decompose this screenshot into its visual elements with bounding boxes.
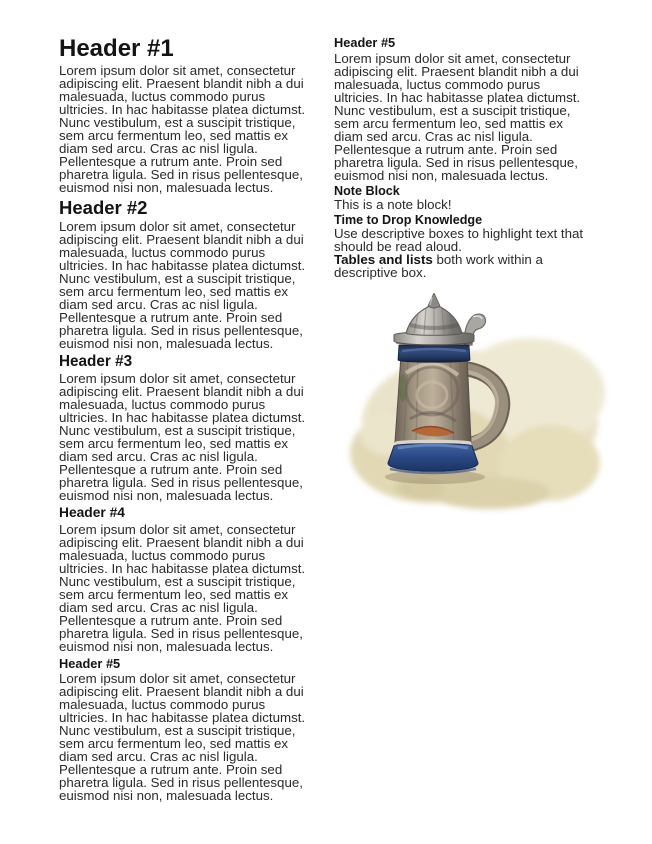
heading-2: Header #2 bbox=[59, 197, 148, 218]
paragraph: Lorem ipsum dolor sit amet, consectetur adipiscing elit. Praesent blandit nibh a dui malesuada, luctus commodo purus ultricies. In hac habitasse platea dictumst. Nunc vestibulum, est a suscipit tristique, sem arcu fermentum leo, sed mattis ex diam sed arcu. Cras ac nisl ligula. Pellentesque a rutrum ante. Proin sed pharetra ligula. Sed in risus pellentesque, euismod nisi non, malesuada lectus. bbox=[59, 371, 306, 503]
paragraph: Lorem ipsum dolor sit amet, consectetur adipiscing elit. Praesent blandit nibh a dui malesuada, luctus commodo purus ultricies. In hac habitasse platea dictumst. Nunc vestibulum, est a suscipit tristique, sem arcu fermentum leo, sed mattis ex diam sed arcu. Cras ac nisl ligula. Pellentesque a rutrum ante. Proin sed pharetra ligula. Sed in risus pellentesque, euismod nisi non, malesuada lectus. bbox=[59, 671, 306, 803]
stein-blue-band bbox=[398, 345, 470, 362]
paragraph: Lorem ipsum dolor sit amet, consectetur adipiscing elit. Praesent blandit nibh a dui malesuada, luctus commodo purus ultricies. In hac habitasse platea dictumst. Nunc vestibulum, est a suscipit tristique, sem arcu fermentum leo, sed mattis ex diam sed arcu. Cras ac nisl ligula. Pellentesque a rutrum ante. Proin sed pharetra ligula. Sed in risus pellentesque, euismod nisi non, malesuada lectus. bbox=[59, 63, 306, 195]
heading-3: Header #3 bbox=[59, 353, 133, 370]
section-right-5 bbox=[334, 36, 585, 182]
stein-figure bbox=[340, 293, 640, 525]
beer-stein-illustration bbox=[340, 293, 640, 525]
stein-body bbox=[395, 353, 471, 448]
section-5 bbox=[59, 657, 310, 803]
heading-4: Header #4 bbox=[59, 505, 125, 520]
paragraph: Lorem ipsum dolor sit amet, consectetur adipiscing elit. Praesent blandit nibh a dui malesuada, luctus commodo purus ultricies. In hac habitasse platea dictumst. Nunc vestibulum, est a suscipit tristique, sem arcu fermentum leo, sed mattis ex diam sed arcu. Cras ac nisl ligula. Pellentesque a rutrum ante. Proin sed pharetra ligula. Sed in risus pellentesque, euismod nisi non, malesuada lectus. bbox=[59, 219, 306, 351]
section-1 bbox=[59, 36, 310, 194]
right-column bbox=[334, 36, 585, 279]
section-3 bbox=[59, 354, 310, 502]
knowledge-block-text: Use descriptive boxes to highlight text that should be read aloud. bbox=[334, 225, 584, 254]
knowledge-block-title: Time to Drop Knowledge bbox=[334, 212, 483, 227]
heading-5-right: Header #5 bbox=[334, 35, 396, 50]
paragraph: Lorem ipsum dolor sit amet, consectetur adipiscing elit. Praesent blandit nibh a dui malesuada, luctus commodo purus ultricies. In hac habitasse platea dictumst. Nunc vestibulum, est a suscipit tristique, sem arcu fermentum leo, sed mattis ex diam sed arcu. Cras ac nisl ligula. Pellentesque a rutrum ante. Proin sed pharetra ligula. Sed in risus pellentesque, euismod nisi non, malesuada lectus. bbox=[334, 50, 581, 183]
tables-sentence-rest: both work within a descriptive box. bbox=[334, 251, 543, 280]
heading-1: Header #1 bbox=[59, 35, 174, 62]
stein-finial bbox=[428, 293, 440, 308]
note-block-title: Note Block bbox=[334, 183, 400, 198]
paragraph: Lorem ipsum dolor sit amet, consectetur adipiscing elit. Praesent blandit nibh a dui malesuada, luctus commodo purus ultricies. In hac habitasse platea dictumst. Nunc vestibulum, est a suscipit tristique, sem arcu fermentum leo, sed mattis ex diam sed arcu. Cras ac nisl ligula. Pellentesque a rutrum ante. Proin sed pharetra ligula. Sed in risus pellentesque, euismod nisi non, malesuada lectus. bbox=[59, 521, 306, 654]
stein-base bbox=[388, 444, 478, 473]
note-block-text: This is a note block! bbox=[334, 196, 452, 212]
watercolor-wash bbox=[350, 338, 605, 509]
stein-lid-cone bbox=[406, 305, 462, 335]
tables-sentence-bold: Tables and lists bbox=[334, 251, 433, 267]
heading-5: Header #5 bbox=[59, 655, 121, 671]
tables-sentence bbox=[334, 253, 585, 279]
section-2 bbox=[59, 198, 310, 350]
section-4 bbox=[59, 506, 310, 653]
left-column bbox=[59, 36, 310, 804]
